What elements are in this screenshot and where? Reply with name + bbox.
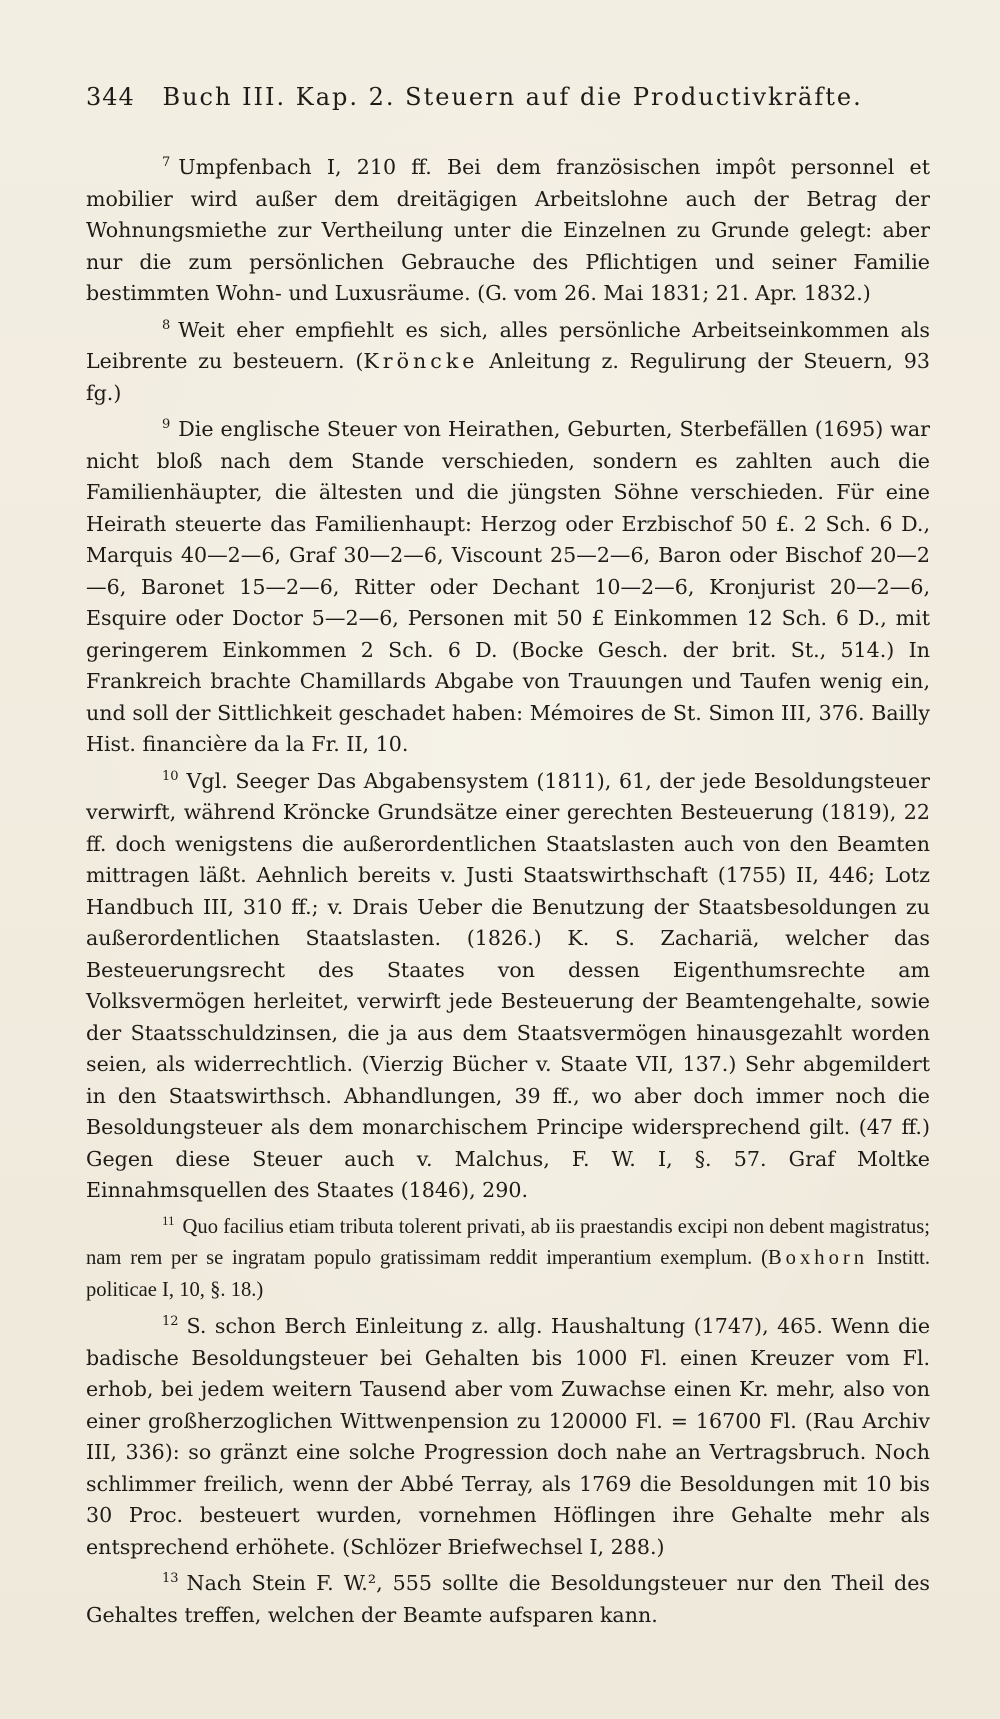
footnote-13	[86, 1568, 930, 1631]
footnote-author: Kröncke	[363, 349, 479, 373]
footnote-text-cont: Anleitung z. Regulirung der Steuern, 93 fg.)	[86, 349, 930, 405]
footnote-number: 9	[162, 417, 171, 433]
footnote-text: Vgl. Seeger Das Abgabensystem (1811), 61, der jede Besoldungsteuer verwirft, während Kröncke Grundsätze einer gerechten Besteuerung (1819), 22 ff. doch wenigstens die außerordentlichen Staatslasten auch von den Beamten mittragen läßt. Aehnlich bereits v. Justi Staatswirthschaft (1755) II, 446; Lotz Handbuch III, 310 ff.; v. Drais Ueber die Benutzung der Staatsbesoldungen zu außerordentlichen Staatslasten. (1826.) K. S. Zachariä, welcher das Besteuerungsrecht des Staates von dessen Eigenthumsrechte am Volksvermögen herleitet, verwirft jede Besteuerung der Beamtengehalte, sowie der Staatsschuldzinsen, die ja aus dem Staatsvermögen hinausgezahlt worden seien, als widerrechtlich. (Vierzig Bücher v. Staate VII, 137.) Sehr abgemildert in den Staatswirthsch. Abhandlungen, 39 ff., wo aber doch immer noch die Besoldungsteuer als dem monarchischem Principe widersprechend gilt. (47 ff.) Gegen diese Steuer auch v. Malchus, F. W. I, §. 57. Graf Moltke Einnahmsquellen des Staates (1846), 290.	[86, 768, 930, 1202]
footnote-number: 10	[162, 768, 179, 784]
footnote-9	[86, 414, 930, 761]
footnote-text: S. schon Berch Einleitung z. allg. Haushaltung (1747), 465. Wenn die badische Besoldungsteuer bei Gehalten bis 1000 Fl. einen Kreuzer vom Fl. erhob, bei jedem weitern Tausend aber vom Zuwachse einen Kr. mehr, also von einer großherzoglichen Wittwenpension zu 120000 Fl. = 16700 Fl. (Rau Archiv III, 336): so gränzt eine solche Progression doch nahe an Vertragsbruch. Noch schlimmer freilich, wenn der Abbé Terray, als 1769 die Besoldungen mit 10 bis 30 Proc. besteuert wurden, vornehmen Höflingen ihre Gehalte mehr als entsprechend erhöhete. (Schlözer Briefwechsel I, 288.)	[86, 1314, 930, 1559]
footnote-text: Quo facilius etiam tributa tolerent privati, ab iis praestandis excipi non debent magistratus; nam rem per se ingratam populo gratissimam reddit imperantium exemplum. (	[86, 1215, 930, 1269]
footnote-12	[86, 1311, 930, 1563]
footnote-text: Die englische Steuer von Heirathen, Geburten, Sterbefällen (1695) war nicht bloß nach dem Stande verschieden, sondern es zahlten auch die Familienhäupter, die ältesten und die jüngsten Söhne verschieden. Für eine Heirath steuerte das Familienhaupt: Herzog oder Erzbischof 50 £. 2 Sch. 6 D., Marquis 40—2—6, Graf 30—2—6, Viscount 25—2—6, Baron oder Bischof 20—2—6, Baronet 15—2—6, Ritter oder Dechant 10—2—6, Kronjurist 20—2—6, Esquire oder Doctor 5—2—6, Personen mit 50 £ Einkommen 12 Sch. 6 D., mit geringerem Einkommen 2 Sch. 6 D. (Bocke Gesch. der brit. St., 514.) In Frankreich brachte Chamillards Abgabe von Trauungen und Taufen wenig ein, und soll der Sittlichkeit geschadet haben: Mémoires de St. Simon III, 376. Bailly Hist. financière da la Fr. II, 10.	[86, 417, 930, 756]
running-head	[86, 80, 930, 114]
footnote-text: Umpfenbach I, 210 ff. Bei dem französischen impôt personnel et mobilier wird außer dem dreitägigen Arbeitslohne auch der Betrag der Wohnungsmiethe zur Vertheilung unter die Einzelnen zu Grunde gelegt: aber nur die zum persönlichen Gebrauche des Pflichtigen und seiner Familie bestimmten Wohn- und Luxusräume. (G. vom 26. Mai 1831; 21. Apr. 1832.)	[86, 155, 930, 305]
footnote-7	[86, 152, 930, 310]
footnote-author: Boxhorn	[767, 1247, 869, 1269]
footnote-8	[86, 315, 930, 410]
running-title: Buch III. Kap. 2. Steuern auf die Productivkräfte.	[162, 83, 863, 111]
page-number: 344	[86, 83, 135, 111]
footnote-text-cont: Institt. politicae I, 10, §. 18.)	[86, 1247, 930, 1301]
footnote-number: 8	[162, 317, 171, 333]
footnote-text: Weit eher empfiehlt es sich, alles persönliche Arbeitseinkommen als Leibrente zu besteuern. (	[86, 317, 930, 373]
footnote-number: 12	[162, 1314, 179, 1330]
footnote-number: 13	[162, 1571, 179, 1587]
footnote-11	[86, 1212, 930, 1307]
footnote-text: Nach Stein F. W.², 555 sollte die Besoldungsteuer nur den Theil des Gehaltes treffen, welchen der Beamte aufsparen kann.	[86, 1571, 930, 1627]
footnote-number: 11	[162, 1212, 175, 1228]
footnote-10	[86, 766, 930, 1207]
footnote-number: 7	[162, 155, 171, 171]
